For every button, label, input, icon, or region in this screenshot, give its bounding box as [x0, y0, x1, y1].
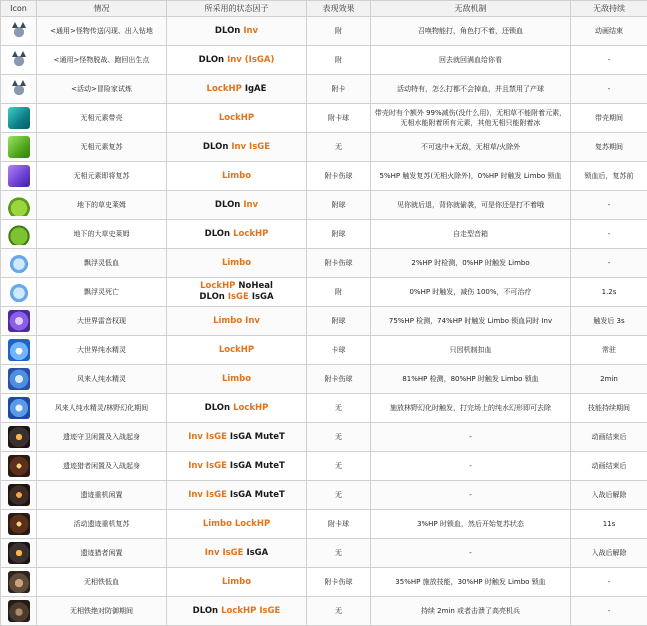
effect-cell: 附球: [307, 191, 371, 220]
table-row: [1, 278, 647, 307]
duration-cell: -: [571, 249, 647, 278]
iron-mole-defense-icon: [8, 600, 30, 622]
effect-cell: 无: [307, 423, 371, 452]
header-effect: 表现效果: [307, 1, 371, 17]
horned-demon-icon: [8, 49, 30, 71]
state-cell: Limbo Inv: [167, 307, 307, 336]
mechanism-cell: 活动特有，怎么打都不会掉血，并且禁用了产球: [371, 75, 571, 104]
state-cell: DLOn Inv: [167, 191, 307, 220]
header-duration: 无敌持续: [571, 1, 647, 17]
header-situation: 情况: [37, 1, 167, 17]
duration-cell: 2min: [571, 365, 647, 394]
state-cell: Limbo: [167, 162, 307, 191]
duration-cell: -: [571, 75, 647, 104]
dendro-hypostasis-icon: [8, 136, 30, 158]
effect-cell: 无: [307, 452, 371, 481]
mechanism-cell: 回去就回满血给你看: [371, 46, 571, 75]
state-cell: DLOn LockHP: [167, 394, 307, 423]
duration-cell: 复苏期间: [571, 133, 647, 162]
table-row: [1, 75, 647, 104]
mechanism-cell: -: [371, 452, 571, 481]
mechanism-cell: 带壳时有个额外 99%减伤(没什么用)，无相草不能附着元素，无相水能附着所有元素，其他无相只能附着冰: [371, 104, 571, 133]
situation-cell: 飘浮灵低血: [37, 249, 167, 278]
state-cell: LockHP IgAE: [167, 75, 307, 104]
duration-cell: 动画结束: [571, 17, 647, 46]
effect-cell: 附: [307, 278, 371, 307]
state-cell: LockHP: [167, 336, 307, 365]
table-row: [1, 510, 647, 539]
table-row: [1, 365, 647, 394]
mechanism-cell: 5%HP 触发复苏(无相火除外)，0%HP 时触发 Limbo 锁血: [371, 162, 571, 191]
duration-cell: 11s: [571, 510, 647, 539]
table-row: [1, 597, 647, 626]
duration-cell: 动画结束后: [571, 452, 647, 481]
table-row: [1, 133, 647, 162]
thunder-manifestation-icon: [8, 310, 30, 332]
effect-cell: 附卡: [307, 75, 371, 104]
duration-cell: 触发后 3s: [571, 307, 647, 336]
duration-cell: -: [571, 568, 647, 597]
table-row: [1, 249, 647, 278]
mechanism-cell: 见你就后退，背你就偷袭，可是你还是打不着哦: [371, 191, 571, 220]
slime-icon: [8, 194, 30, 216]
effect-cell: 无: [307, 394, 371, 423]
effect-cell: 无: [307, 539, 371, 568]
table-row: [1, 336, 647, 365]
table-header-row: [1, 1, 647, 17]
duration-cell: -: [571, 597, 647, 626]
mechanism-cell: -: [371, 481, 571, 510]
table-row: [1, 220, 647, 249]
effect-cell: 附卡球: [307, 510, 371, 539]
mechanism-cell: 2%HP 时检测，0%HP 时触发 Limbo: [371, 249, 571, 278]
floating-spirit-icon: [8, 252, 30, 274]
situation-cell: <通用>怪物脱战、跑回出生点: [37, 46, 167, 75]
state-cell: Inv IsGE IsGA MuteT: [167, 423, 307, 452]
table-row: [1, 452, 647, 481]
situation-cell: 大世界纯水精灵: [37, 336, 167, 365]
mechanism-cell: 持续 2min 或者击溃了高亮机兵: [371, 597, 571, 626]
state-cell: Limbo: [167, 365, 307, 394]
horned-demon-icon: [8, 20, 30, 42]
anemo-oceanid-icon: [8, 368, 30, 390]
ruin-guard-icon: [8, 426, 30, 448]
state-cell: LockHP: [167, 104, 307, 133]
large-slime-icon: [8, 223, 30, 245]
situation-cell: 遗迹重机闲置: [37, 481, 167, 510]
mechanism-cell: 35%HP 施放技能，30%HP 时触发 Limbo 锁血: [371, 568, 571, 597]
situation-cell: 无相铁绝对防御期间: [37, 597, 167, 626]
table-row: [1, 423, 647, 452]
effect-cell: 附卡伤球: [307, 365, 371, 394]
table-row: [1, 481, 647, 510]
table-row: [1, 46, 647, 75]
table-row: [1, 162, 647, 191]
table-row: [1, 191, 647, 220]
situation-cell: 无相铁低血: [37, 568, 167, 597]
mechanism-cell: 0%HP 时触发，减伤 100%，不可治疗: [371, 278, 571, 307]
effect-cell: 附: [307, 46, 371, 75]
mechanism-cell: 3%HP 时锁血，然后开始复苏状态: [371, 510, 571, 539]
oceanid-icon: [8, 339, 30, 361]
duration-cell: -: [571, 220, 647, 249]
duration-cell: 1.2s: [571, 278, 647, 307]
anemo-oceanid-phantom-icon: [8, 397, 30, 419]
state-cell: DLOn Inv: [167, 17, 307, 46]
situation-cell: 无相元素即将复苏: [37, 162, 167, 191]
state-cell: DLOn Inv (IsGA): [167, 46, 307, 75]
effect-cell: 附: [307, 17, 371, 46]
duration-cell: 入战后解除: [571, 539, 647, 568]
situation-cell: 遗迹守卫闲置及入战起身: [37, 423, 167, 452]
effect-cell: 附卡伤球: [307, 249, 371, 278]
situation-cell: 地下的大草史莱姆: [37, 220, 167, 249]
mechanism-cell: 召唤物能打，角色打不着，还锁血: [371, 17, 571, 46]
effect-cell: 附球: [307, 220, 371, 249]
situation-cell: 遗迹猎者闲置及入战起身: [37, 452, 167, 481]
floating-spirit-icon: [8, 281, 30, 303]
effect-cell: 无: [307, 597, 371, 626]
horned-demon-icon: [8, 78, 30, 100]
electro-hypostasis-icon: [8, 165, 30, 187]
situation-cell: 地下的草史莱姆: [37, 191, 167, 220]
effect-cell: 卡球: [307, 336, 371, 365]
duration-cell: -: [571, 191, 647, 220]
situation-cell: 活动遗迹重机复苏: [37, 510, 167, 539]
mechanism-cell: 只因机制扣血: [371, 336, 571, 365]
table-row: [1, 394, 647, 423]
state-cell: Limbo: [167, 249, 307, 278]
state-cell: LockHP NoHeal DLOn IsGE IsGA: [167, 278, 307, 307]
ruin-hunter-icon: [8, 542, 30, 564]
duration-cell: 入战后解除: [571, 481, 647, 510]
situation-cell: <活动>冒险家试炼: [37, 75, 167, 104]
table-row: [1, 17, 647, 46]
mechanism-cell: 自走型音箱: [371, 220, 571, 249]
table-row: [1, 104, 647, 133]
state-cell: DLOn LockHP: [167, 220, 307, 249]
duration-cell: -: [571, 46, 647, 75]
mechanism-cell: 81%HP 检测，80%HP 时触发 Limbo 锁血: [371, 365, 571, 394]
mechanism-cell: 施放林野幻化时触发，打完场上的纯水幻形即可去除: [371, 394, 571, 423]
effect-cell: 附卡伤球: [307, 568, 371, 597]
situation-cell: 大世界雷音权现: [37, 307, 167, 336]
mechanism-cell: 不可选中+无敌，无相草/火除外: [371, 133, 571, 162]
table-row: [1, 307, 647, 336]
effect-cell: 附卡球: [307, 104, 371, 133]
effect-cell: 无: [307, 481, 371, 510]
mechanism-cell: -: [371, 423, 571, 452]
state-cell: Limbo LockHP: [167, 510, 307, 539]
iron-mole-icon: [8, 571, 30, 593]
mechanism-cell: -: [371, 539, 571, 568]
duration-cell: 锁血后，复苏前: [571, 162, 647, 191]
situation-cell: 无相元素带壳: [37, 104, 167, 133]
state-cell: DLOn LockHP IsGE: [167, 597, 307, 626]
mechanism-cell: 75%HP 检测，74%HP 时触发 Limbo 锁血同时 Inv: [371, 307, 571, 336]
state-cell: Inv IsGE IsGA: [167, 539, 307, 568]
state-cell: Inv IsGE IsGA MuteT: [167, 452, 307, 481]
situation-cell: 无相元素复苏: [37, 133, 167, 162]
ruin-grader-icon: [8, 484, 30, 506]
ruin-sentinel-icon: [8, 513, 30, 535]
effect-cell: 附卡伤球: [307, 162, 371, 191]
situation-cell: 飘浮灵死亡: [37, 278, 167, 307]
state-cell: Limbo: [167, 568, 307, 597]
table-row: [1, 568, 647, 597]
anemo-hypostasis-icon: [8, 107, 30, 129]
situation-cell: 风来人纯水精灵: [37, 365, 167, 394]
header-mechanism: 无敌机制: [371, 1, 571, 17]
duration-cell: 技能持续期间: [571, 394, 647, 423]
state-cell: DLOn Inv IsGE: [167, 133, 307, 162]
header-state: 所采用的状态因子: [167, 1, 307, 17]
table-row: [1, 539, 647, 568]
duration-cell: 常驻: [571, 336, 647, 365]
effect-cell: 无: [307, 133, 371, 162]
effect-cell: 附球: [307, 307, 371, 336]
duration-cell: 带壳期间: [571, 104, 647, 133]
header-icon: Icon: [1, 1, 37, 17]
situation-cell: 风来人纯水精灵/林野幻化期间: [37, 394, 167, 423]
situation-cell: 遗迹猎者闲置: [37, 539, 167, 568]
ruin-hunter-icon: [8, 455, 30, 477]
situation-cell: <通用>怪物传送闪现、出入钻地: [37, 17, 167, 46]
state-cell: Inv IsGE IsGA MuteT: [167, 481, 307, 510]
duration-cell: 动画结束后: [571, 423, 647, 452]
